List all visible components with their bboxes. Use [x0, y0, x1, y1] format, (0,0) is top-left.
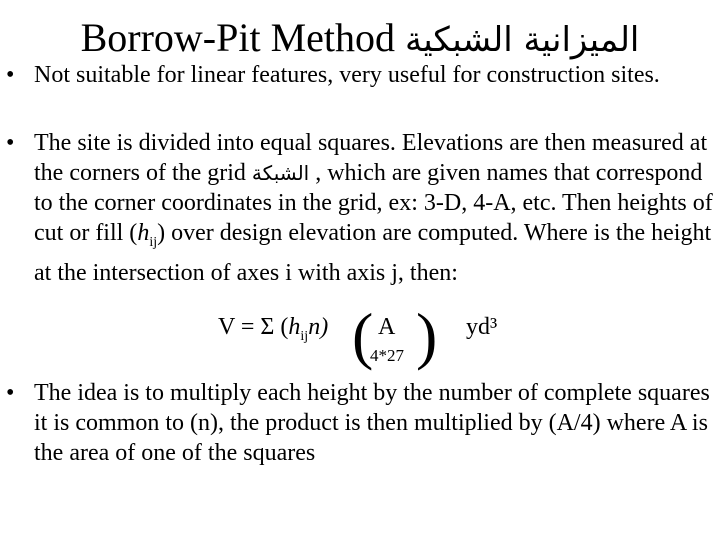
bullet-1-text: Not suitable for linear features, very useful for construction sites. [34, 62, 660, 88]
bullet-dot: • [6, 130, 15, 156]
formula-denominator: 4*27 [370, 346, 404, 365]
formula-open-paren: ( [352, 300, 374, 371]
bullet-2-part-1: The site is divided into equal squares. Elevations are then measured at the corners of the grid [34, 130, 708, 186]
height-subscript: ij [149, 234, 158, 250]
bullet-3 [6, 378, 714, 468]
slide-title [0, 14, 720, 64]
volume-formula [218, 300, 538, 380]
formula-close-paren: ) [416, 300, 438, 371]
height-symbol: h [137, 220, 150, 246]
bullet-2-part-3: ) over design elevation are computed. Where is the height at the intersection of axes i with axis j, then: [34, 220, 712, 286]
bullet-dot: • [6, 380, 15, 406]
bullet-2-text [34, 128, 714, 288]
formula-lhs-start: V = Σ ( [218, 314, 289, 340]
formula-h: h [288, 314, 301, 340]
title-latin: Borrow-Pit Method [80, 15, 396, 60]
formula-lhs [218, 314, 328, 345]
formula-n: n) [308, 314, 329, 340]
formula-numerator: A [378, 314, 396, 340]
formula-unit: yd³ [466, 314, 498, 340]
grid-arabic-term: الشبكة [251, 161, 310, 185]
bullet-1 [6, 60, 714, 90]
bullet-2-part-2: , which are given names that correspond to the corner coordinates in the grid, ex: 3-D, 4-A, etc. Then heights of cut or fill ( [34, 160, 713, 246]
title-arabic: الميزانية الشبكية [405, 20, 640, 60]
formula-subscript: ij [300, 328, 309, 344]
bullet-dot: • [6, 62, 15, 88]
bullet-2 [6, 128, 714, 288]
bullet-3-text: The idea is to multiply each height by the number of complete squares it is common to (n), the product is then multiplied by (A/4) where A is the area of one of the squares [34, 380, 710, 466]
